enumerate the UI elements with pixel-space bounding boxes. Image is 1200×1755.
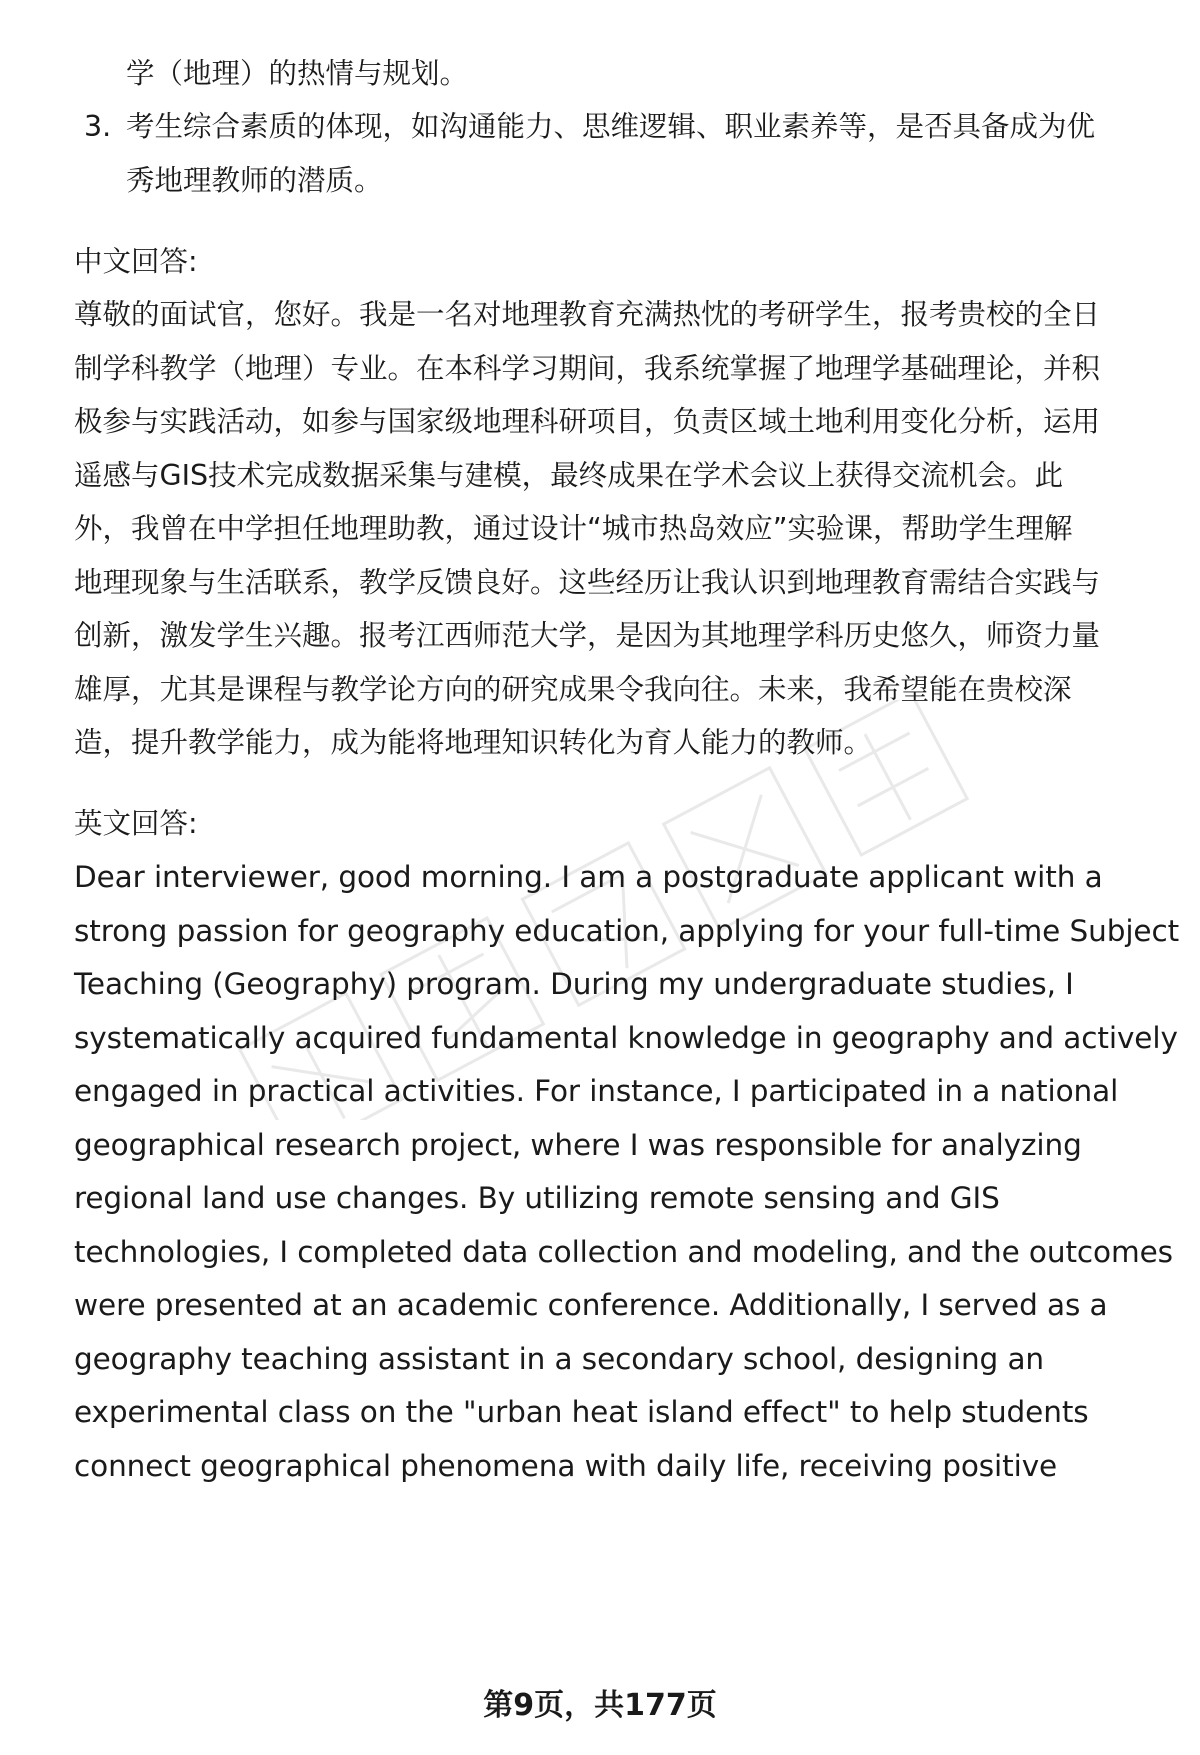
- english-answer-line: were presented at an academic conference. Additionally, I served as a: [74, 1288, 1108, 1322]
- page-number: 第9页，共177页: [483, 1688, 717, 1723]
- chinese-answer-line: 造，提升教学能力，成为能将地理知识转化为育人能力的教师。: [74, 726, 873, 759]
- list-item-3-line-2: 秀地理教师的潜质。: [126, 164, 383, 197]
- chinese-answer-line: 雄厚，尤其是课程与教学论方向的研究成果令我向往。未来，我希望能在贵校深: [74, 673, 1072, 706]
- english-answer-line: Dear interviewer, good morning. I am a postgraduate applicant with a: [74, 860, 1103, 894]
- chinese-answer-heading: 中文回答:: [74, 245, 198, 278]
- english-answer-heading: 英文回答:: [74, 807, 198, 840]
- chinese-answer-line: 极参与实践活动，如参与国家级地理科研项目，负责区域土地利用变化分析，运用: [74, 405, 1101, 438]
- chinese-answer-line: 地理现象与生活联系，教学反馈良好。这些经历让我认识到地理教育需结合实践与: [74, 566, 1101, 599]
- english-answer-line: regional land use changes. By utilizing remote sensing and GIS: [74, 1181, 1000, 1215]
- chinese-answer-line: 尊敬的面试官，您好。我是一名对地理教育充满热忱的考研学生，报考贵校的全日: [74, 298, 1101, 331]
- english-answer-line: engaged in practical activities. For instance, I participated in a national: [74, 1074, 1119, 1108]
- list-item-3-number: 3.: [84, 110, 112, 143]
- english-answer-line: connect geographical phenomena with daily life, receiving positive: [74, 1449, 1058, 1483]
- english-answer-line: technologies, I completed data collection and modeling, and the outcomes: [74, 1235, 1173, 1269]
- chinese-answer-line: 制学科教学（地理）专业。在本科学习期间，我系统掌握了地理学基础理论，并积: [74, 352, 1101, 385]
- watermark-graphic: [180, 700, 1080, 1120]
- list-item-3-line-1: 考生综合素质的体现，如沟通能力、思维逻辑、职业素养等，是否具备成为优: [126, 110, 1096, 143]
- english-answer-line: systematically acquired fundamental knowledge in geography and actively: [74, 1021, 1178, 1055]
- english-answer-line: geographical research project, where I was responsible for analyzing: [74, 1128, 1082, 1162]
- english-answer-line: geography teaching assistant in a secondary school, designing an: [74, 1342, 1045, 1376]
- chinese-answer-line: 外，我曾在中学担任地理助教，通过设计“城市热岛效应”实验课，帮助学生理解: [74, 512, 1073, 545]
- list-item-2-continuation: 学（地理）的热情与规划。: [126, 57, 469, 90]
- english-answer-line: experimental class on the "urban heat island effect" to help students: [74, 1395, 1089, 1429]
- chinese-answer-line: 创新，激发学生兴趣。报考江西师范大学，是因为其地理学科历史悠久，师资力量: [74, 619, 1101, 652]
- english-answer-line: strong passion for geography education, applying for your full-time Subject: [74, 914, 1180, 948]
- chinese-answer-line: 遥感与GIS技术完成数据采集与建模，最终成果在学术会议上获得交流机会。此: [74, 459, 1064, 492]
- english-answer-line: Teaching (Geography) program. During my undergraduate studies, I: [74, 967, 1074, 1001]
